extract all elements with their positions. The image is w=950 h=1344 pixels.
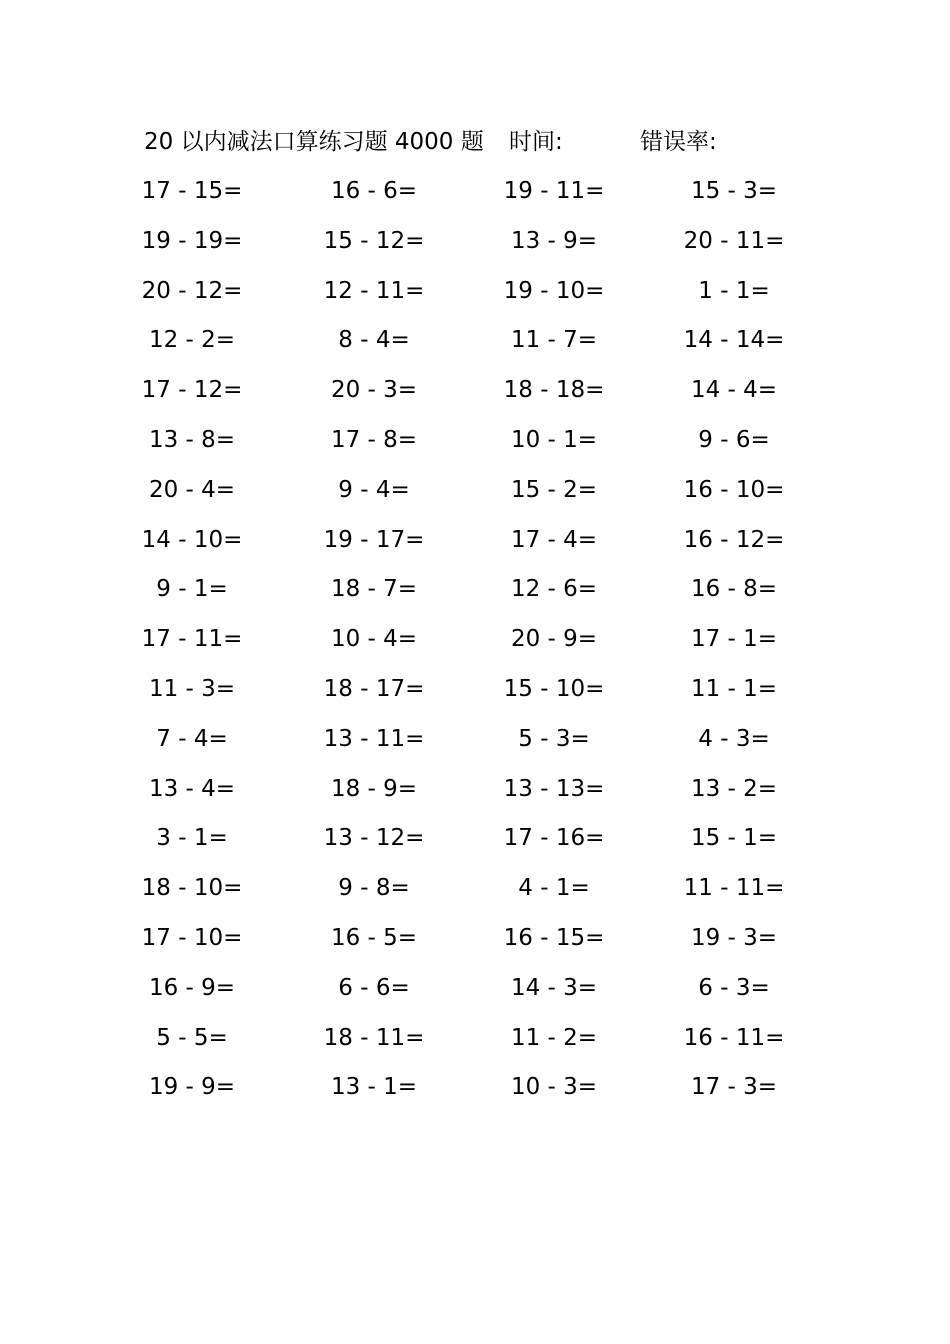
problem-item: 13 - 1= (330, 1074, 418, 1101)
problem-item: 7 - 4= (156, 725, 228, 752)
problem-item: 18 - 11= (323, 1024, 425, 1051)
problem-item: 20 - 3= (330, 377, 418, 404)
problem-item: 13 - 2= (690, 775, 778, 802)
problem-item: 18 - 18= (503, 377, 605, 404)
problem-item: 10 - 4= (330, 626, 418, 653)
problem-item: 11 - 7= (510, 327, 598, 354)
problem-grid (0, 174, 950, 1120)
problem-item: 17 - 15= (141, 178, 243, 204)
problem-item: 17 - 12= (141, 377, 243, 404)
problem-item: 16 - 8= (690, 576, 778, 603)
problem-row (0, 672, 950, 722)
problem-item: 16 - 9= (148, 974, 236, 1001)
problem-row (0, 622, 950, 672)
problem-item: 12 - 11= (323, 277, 425, 304)
problem-item: 14 - 10= (141, 526, 243, 553)
problem-item: 17 - 1= (690, 626, 778, 653)
problem-item: 19 - 11= (503, 178, 605, 204)
problem-item: 5 - 5= (156, 1024, 228, 1051)
problem-item: 10 - 1= (510, 426, 598, 453)
problem-item: 15 - 1= (690, 825, 778, 852)
problem-item: 19 - 9= (148, 1074, 236, 1101)
problem-item: 14 - 3= (510, 974, 598, 1001)
problem-item: 15 - 10= (503, 675, 605, 702)
error-rate-label: 错误率: (640, 129, 717, 155)
problem-row (0, 572, 950, 622)
problem-item: 9 - 6= (698, 426, 770, 453)
problem-item: 19 - 17= (323, 526, 425, 553)
problem-row (0, 323, 950, 373)
problem-item: 19 - 10= (503, 277, 605, 304)
problem-item: 18 - 7= (330, 576, 418, 603)
problem-row (0, 373, 950, 423)
problem-item: 6 - 3= (698, 974, 770, 1001)
problem-item: 1 - 1= (698, 277, 770, 304)
problem-item: 20 - 4= (148, 476, 236, 503)
problem-item: 16 - 5= (330, 924, 418, 951)
time-label: 时间: (509, 129, 563, 155)
problem-item: 12 - 2= (148, 327, 236, 354)
problem-row (0, 523, 950, 573)
problem-row (0, 274, 950, 324)
problem-item: 6 - 6= (338, 974, 410, 1001)
problem-item: 20 - 11= (683, 227, 785, 254)
problem-item: 13 - 11= (323, 725, 425, 752)
problem-item: 9 - 1= (156, 576, 228, 603)
worksheet-title: 20 以内减法口算练习题 4000 题 (144, 129, 484, 155)
problem-item: 15 - 2= (510, 476, 598, 503)
problem-row (0, 821, 950, 871)
problem-item: 20 - 12= (141, 277, 243, 304)
problem-item: 11 - 1= (690, 675, 778, 702)
problem-item: 16 - 10= (683, 476, 785, 503)
problem-item: 13 - 8= (148, 426, 236, 453)
problem-row (0, 722, 950, 772)
problem-item: 11 - 3= (148, 675, 236, 702)
problem-item: 20 - 9= (510, 626, 598, 653)
problem-item: 19 - 3= (690, 924, 778, 951)
problem-row (0, 971, 950, 1021)
problem-item: 15 - 3= (690, 178, 778, 204)
problem-row (0, 921, 950, 971)
problem-item: 9 - 8= (338, 875, 410, 902)
problem-item: 17 - 16= (503, 825, 605, 852)
problem-row (0, 1021, 950, 1071)
problem-item: 4 - 1= (518, 875, 590, 902)
problem-item: 14 - 14= (683, 327, 785, 354)
problem-item: 18 - 10= (141, 875, 243, 902)
problem-row (0, 473, 950, 523)
problem-item: 16 - 12= (683, 526, 785, 553)
problem-item: 13 - 13= (503, 775, 605, 802)
problem-item: 11 - 11= (683, 875, 785, 902)
problem-item: 15 - 12= (323, 227, 425, 254)
problem-item: 17 - 4= (510, 526, 598, 553)
problem-item: 9 - 4= (338, 476, 410, 503)
problem-row (0, 772, 950, 822)
problem-item: 8 - 4= (338, 327, 410, 354)
problem-item: 3 - 1= (156, 825, 228, 852)
problem-row (0, 423, 950, 473)
problem-item: 5 - 3= (518, 725, 590, 752)
problem-item: 16 - 15= (503, 924, 605, 951)
problem-row (0, 174, 950, 224)
problem-item: 10 - 3= (510, 1074, 598, 1101)
problem-item: 14 - 4= (690, 377, 778, 404)
problem-item: 16 - 11= (683, 1024, 785, 1051)
problem-row (0, 224, 950, 274)
problem-item: 13 - 4= (148, 775, 236, 802)
problem-item: 13 - 12= (323, 825, 425, 852)
problem-item: 13 - 9= (510, 227, 598, 254)
problem-row (0, 1070, 950, 1120)
problem-row (0, 871, 950, 921)
problem-item: 17 - 10= (141, 924, 243, 951)
problem-item: 19 - 19= (141, 227, 243, 254)
problem-item: 17 - 11= (141, 626, 243, 653)
problem-item: 11 - 2= (510, 1024, 598, 1051)
problem-item: 4 - 3= (698, 725, 770, 752)
problem-item: 16 - 6= (330, 178, 418, 204)
problem-item: 12 - 6= (510, 576, 598, 603)
problem-item: 18 - 9= (330, 775, 418, 802)
worksheet-header (0, 124, 950, 160)
problem-item: 18 - 17= (323, 675, 425, 702)
problem-item: 17 - 8= (330, 426, 418, 453)
problem-item: 17 - 3= (690, 1074, 778, 1101)
